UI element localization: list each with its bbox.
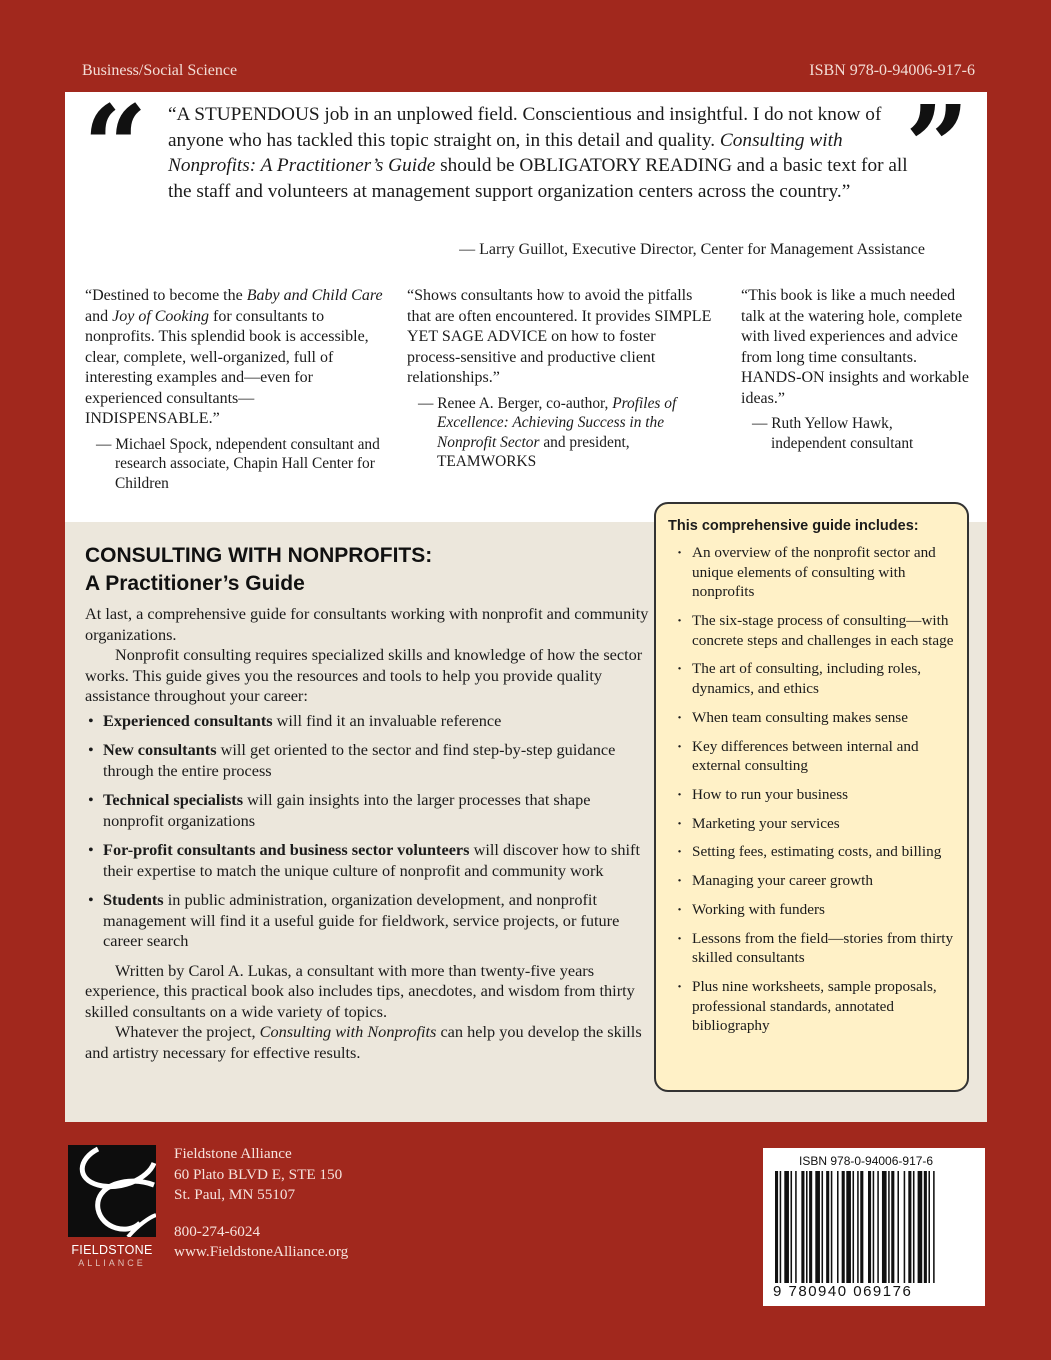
testimonial-yellow-hawk [741,286,971,453]
testimonial-attribution: — Ruth Yellow Hawk, independent consultant [752,415,914,452]
barcode-bar [784,1171,789,1283]
list-item: · How to run your business [668,785,955,805]
barcode-bar [908,1171,911,1283]
intro-paragraph: At last, a comprehensive guide for consultants working with nonprofit and community organizations. [85,604,649,644]
barcode-bar [842,1171,845,1283]
barcode-bar [791,1171,793,1283]
logo-name: FIELDSTONE [71,1243,153,1257]
fieldstone-logo [68,1145,156,1272]
close-quote-mark: ” [905,82,970,213]
barcode-bar [877,1171,879,1283]
logo-sub: ALLIANCE [78,1258,146,1268]
list-item: • Experienced consultants will find it an invaluable reference [85,711,650,732]
barcode-bar [933,1171,935,1283]
main-quote-text: “A STUPENDOUS job in an unplowed field. Conscientious and insightful. I do not know of anyone who has tackled this topic straight on, in this detail and quality. [168,104,882,151]
main-testimonial [168,102,908,204]
barcode-bar [806,1171,808,1283]
publisher-website[interactable]: www.FieldstoneAlliance.org [174,1243,349,1260]
paragraph-2: Nonprofit consulting requires specialized skills and knowledge of how the sector works. This guide gives you the resources and tools to help you provide quality assistance throughout your career: [85,645,643,705]
list-item: · Setting fees, estimating costs, and billing [668,842,955,862]
list-item: • For-profit consultants and business sector volunteers will discover how to shift their expertise to match the unique culture of nonprofit and community work [85,840,650,881]
barcode-bar [831,1171,833,1283]
testimonials-panel [65,82,987,522]
book-title-line2: A Practitioner’s Guide [85,572,305,595]
includes-box [654,502,969,1092]
barcode-bar [857,1171,859,1283]
list-item: · An overview of the nonprofit sector and unique elements of consulting with nonprofits [668,543,955,602]
barcode-bar [891,1171,894,1283]
open-quote-mark: “ [83,82,148,213]
barcode-isbn: ISBN 978-0-94006-917-6 [799,1154,934,1168]
main-quote-text-end: should be OBLIGATORY READING and a basic text for all the staff and volunteers at management support organization centers across the country.” [168,155,908,202]
barcode-bar [868,1171,871,1283]
barcode-bar [873,1171,875,1283]
barcode-bar [897,1171,899,1283]
book-title [85,542,432,598]
barcode-number: 9 780940 069176 [773,1283,913,1300]
main-testimonial-attribution: — Larry Guillot, Executive Director, Center for Management Assistance [459,241,925,258]
list-item: · Key differences between internal and external consulting [668,737,955,776]
publisher-name: Fieldstone Alliance [174,1145,292,1162]
barcode-bar [918,1171,923,1283]
barcode-bar [837,1171,839,1283]
barcode-bar [775,1171,778,1283]
testimonial-berger [407,286,712,472]
paragraph-4: Whatever the project, Consulting with Nonprofits can help you develop the skills and artistry necessary for effective results. [85,1022,642,1062]
includes-title: This comprehensive guide includes: [668,518,919,534]
description-body [85,604,650,1063]
barcode [763,1148,985,1306]
barcode-bar [888,1171,890,1283]
publisher-address-1: 60 Plato BLVD E, STE 150 [174,1165,343,1183]
book-title-line1: CONSULTING WITH NONPROFITS: [85,544,433,567]
barcode-bar [826,1171,829,1283]
publisher-address-2: St. Paul, MN 55107 [174,1186,296,1203]
barcode-bar [809,1171,812,1283]
barcode-bar [924,1171,927,1283]
list-item: · Plus nine worksheets, sample proposals, professional standards, annotated bibliography [668,977,955,1036]
logo-mark-icon [68,1145,156,1237]
list-item: · Managing your career growth [668,871,955,891]
barcode-bar [913,1171,915,1283]
isbn-label: ISBN 978-0-94006-917-6 [809,62,975,79]
barcode-bar [780,1171,782,1283]
barcode-bar [853,1171,855,1283]
barcode-bar [801,1171,804,1283]
list-item: • New consultants will get oriented to the sector and find step-by-step guidance through the entire process [85,740,650,781]
barcode-bar [860,1171,863,1283]
barcode-bar [815,1171,820,1283]
testimonial-spock [85,286,385,493]
list-item: · Working with funders [668,900,955,920]
list-item: · The art of consulting, including roles, dynamics, and ethics [668,659,955,698]
testimonial-text: “Destined to become the Baby and Child Care and Joy of Cooking for consultants to nonprofits. This splendid book is accessible, clear, complete, well-organized, full of interesting examples and—even for experienced consultants—INDISPENSABLE.” [85,287,383,427]
barcode-bar [928,1171,930,1283]
barcode-bar [846,1171,851,1283]
paragraph-3: Written by Carol A. Lukas, a consultant with more than twenty-five years experience, this practical book also includes tips, anecdotes, and wisdom from thirty skilled consultants on a wide variety of topics. [85,960,635,1021]
testimonial-text: “This book is like a much needed talk at the watering hole, complete with lived experiences and advice from long time consultants. HANDS-ON insights and workable ideas.” [741,287,969,407]
barcode-bar [795,1171,797,1283]
category-label: Business/Social Science [82,62,238,79]
barcode-bar [882,1171,887,1283]
includes-list [668,543,955,1036]
list-item: • Students in public administration, organization development, and nonprofit management will find it a useful guide for fieldwork, service projects, or future career search [85,890,650,952]
list-item: • Technical specialists will gain insights into the larger processes that shape nonprofit organizations [85,790,650,831]
testimonial-attribution: — Renee A. Berger, co-author, Profiles of Excellence: Achieving Success in the Nonprofit Sector and president, TEAMWORKS [418,394,677,470]
barcode-bars-icon [773,1171,975,1283]
list-item: · When team consulting makes sense [668,708,955,728]
list-item: · The six-stage process of consulting—with concrete steps and challenges in each stage [668,611,955,650]
main-quote-title: Consulting with Nonprofits: A Practitioner’s Guide [168,129,843,176]
list-item: · Lessons from the field—stories from thirty skilled consultants [668,929,955,968]
testimonial-attribution: — Michael Spock, ndependent consultant and research associate, Chapin Hall Center for Children [96,435,380,492]
barcode-bar [904,1171,906,1283]
publisher-info [174,1144,348,1263]
testimonial-text: “Shows consultants how to avoid the pitfalls that are often encountered. It provides SIMPLE YET SAGE ADVICE on how to foster process-sensitive and productive client relationships.” [407,287,712,386]
list-item: · Marketing your services [668,814,955,834]
barcode-bar [822,1171,824,1283]
audience-list [85,711,650,952]
publisher-phone: 800-274-6024 [174,1222,261,1240]
